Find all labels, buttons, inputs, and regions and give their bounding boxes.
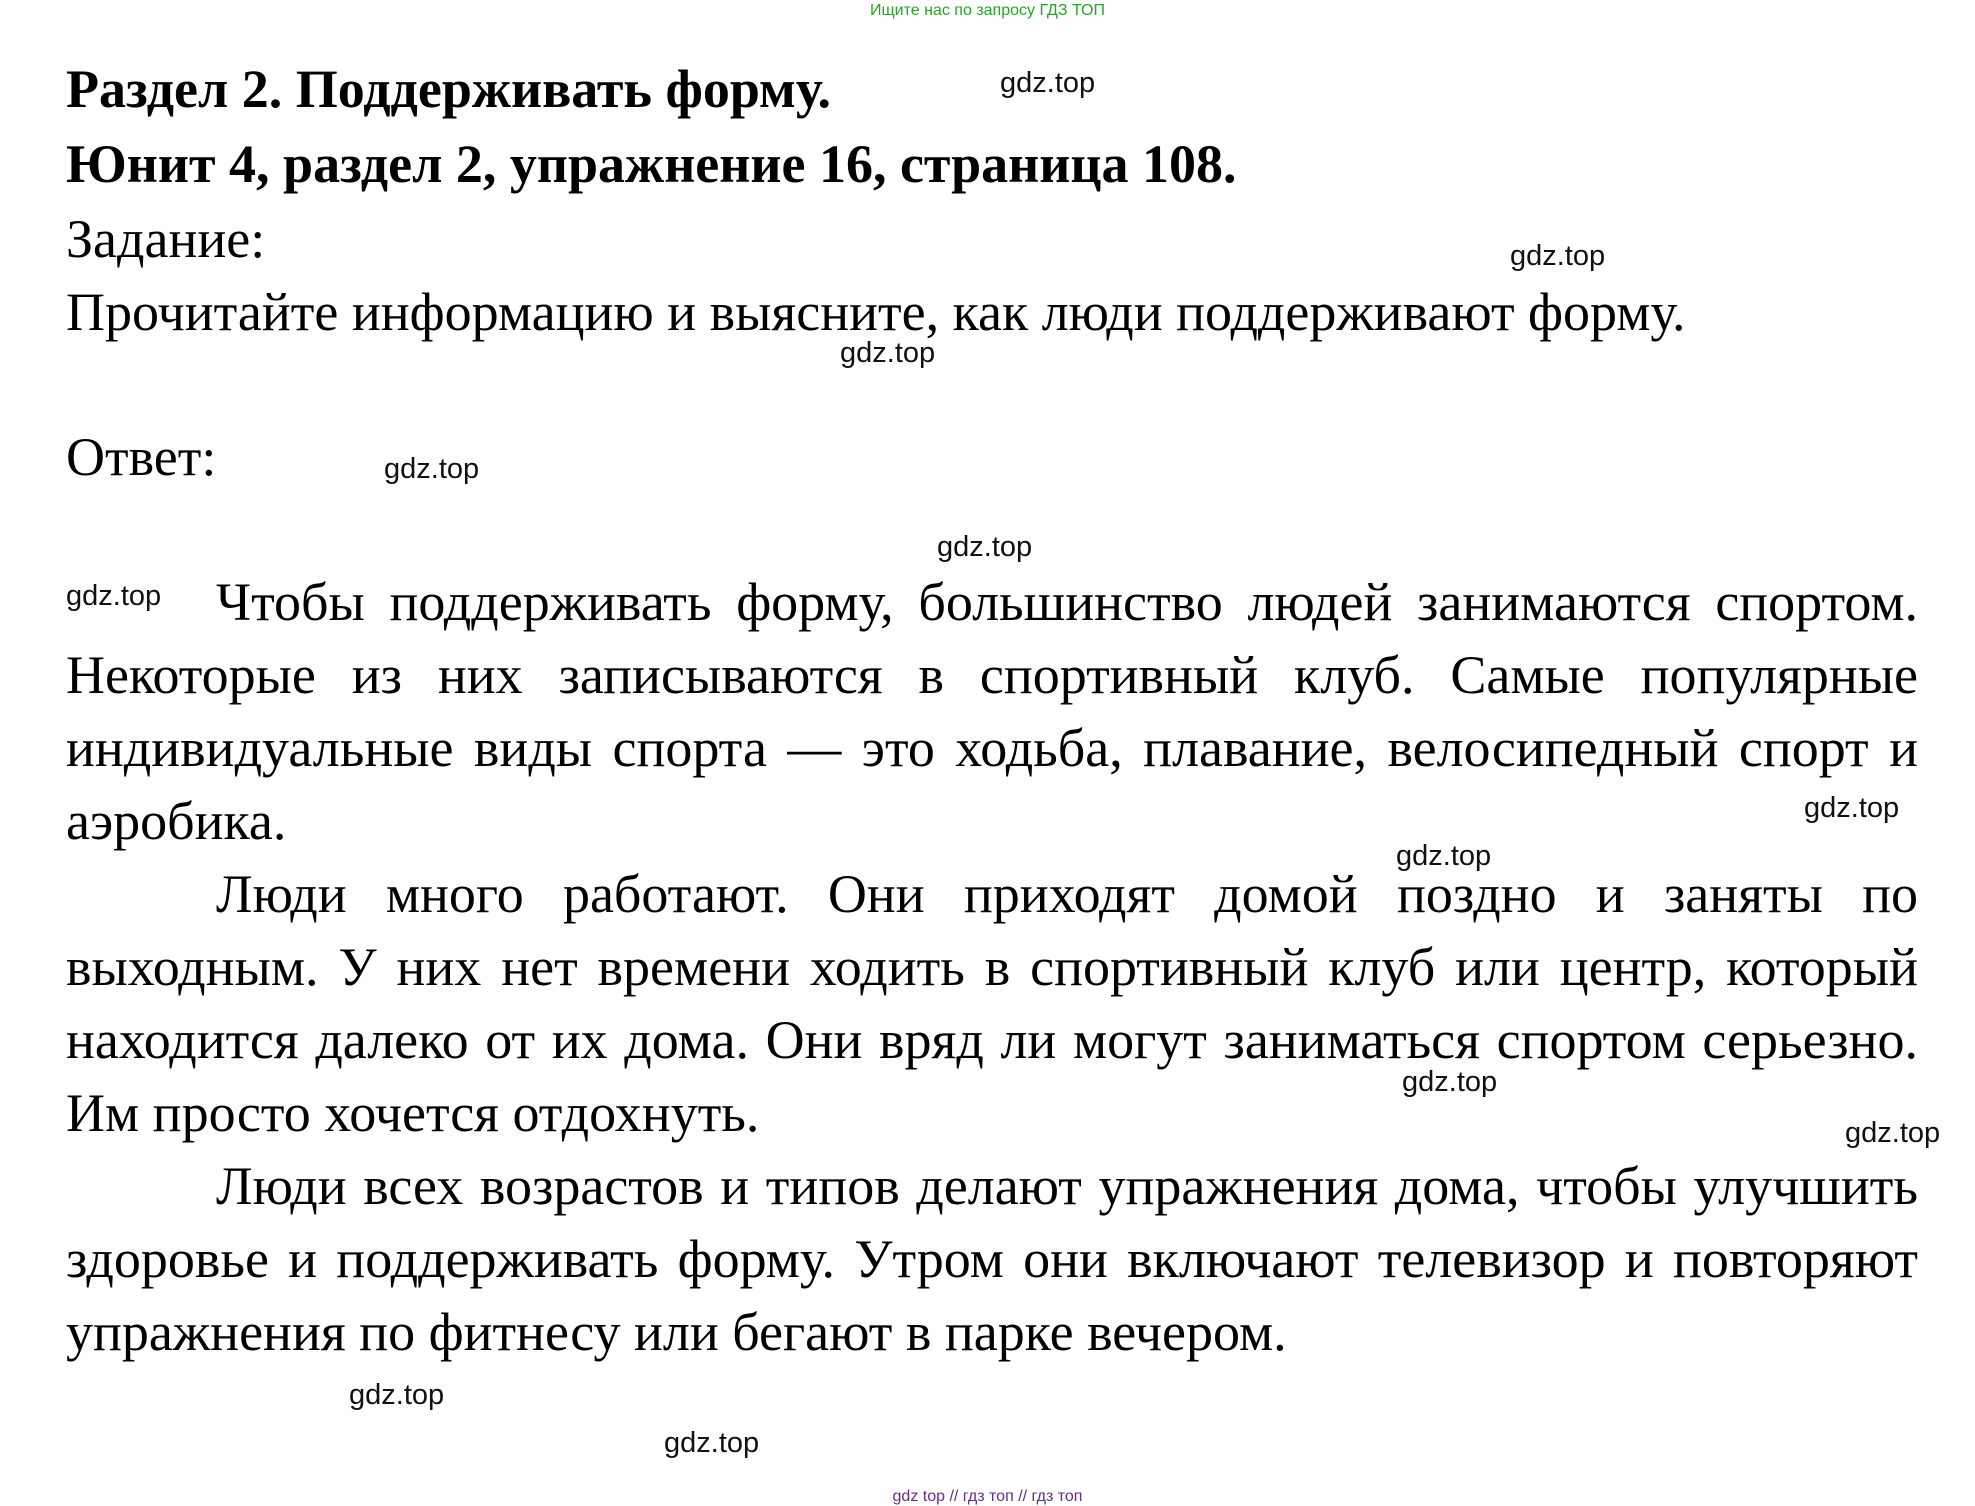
watermark: gdz.top <box>1402 1066 1498 1098</box>
answer-paragraph-3: Люди всех возрастов и типов делают упражнения дома, чтобы улучшить здоровье и поддерживать форму. Утром они включают телевизор и повторяют упражнения по фитнесу или бегают в парке вечером. <box>66 1156 1918 1362</box>
top-banner: Ищите нас по запросу ГДЗ ТОП <box>870 2 1105 19</box>
task-text: Прочитайте информацию и выясните, как люди поддерживают форму. <box>66 282 1686 342</box>
watermark: gdz.top <box>840 337 936 369</box>
watermark: gdz.top <box>384 453 480 485</box>
task-label: Задание: <box>66 209 266 269</box>
watermark: gdz.top <box>1804 792 1900 824</box>
answer-paragraph-2: Люди много работают. Они приходят домой поздно и заняты по выходным. У них нет времени ходить в спортивный клуб или центр, который находится далеко от их дома. Они вряд ли могут заниматься спортом серьезно. Им просто хочется отдохнуть. <box>66 864 1918 1143</box>
answer-body <box>66 566 1918 1369</box>
watermark: gdz.top <box>1845 1117 1941 1149</box>
watermark: gdz.top <box>664 1427 760 1459</box>
unit-title: Юнит 4, раздел 2, упражнение 16, страница 108. <box>66 134 1237 194</box>
watermark: gdz.top <box>349 1379 445 1411</box>
answer-label: Ответ: <box>66 427 217 487</box>
watermark: gdz.top <box>1510 240 1606 272</box>
watermark: gdz.top <box>66 580 162 612</box>
watermark: gdz.top <box>1000 67 1096 99</box>
watermark: gdz.top <box>1396 840 1492 872</box>
answer-paragraph-1: Чтобы поддерживать форму, большинство людей занимаются спортом. Некоторые из них записываются в спортивный клуб. Самые популярные индивидуальные виды спорта — это ходьба, плавание, велосипедный спорт и аэробика. <box>66 572 1918 851</box>
watermark: gdz.top <box>937 531 1033 563</box>
section-title: Раздел 2. Поддерживать форму. <box>66 59 831 119</box>
footer-watermark: gdz top // гдз топ // гдз топ <box>892 1488 1083 1505</box>
